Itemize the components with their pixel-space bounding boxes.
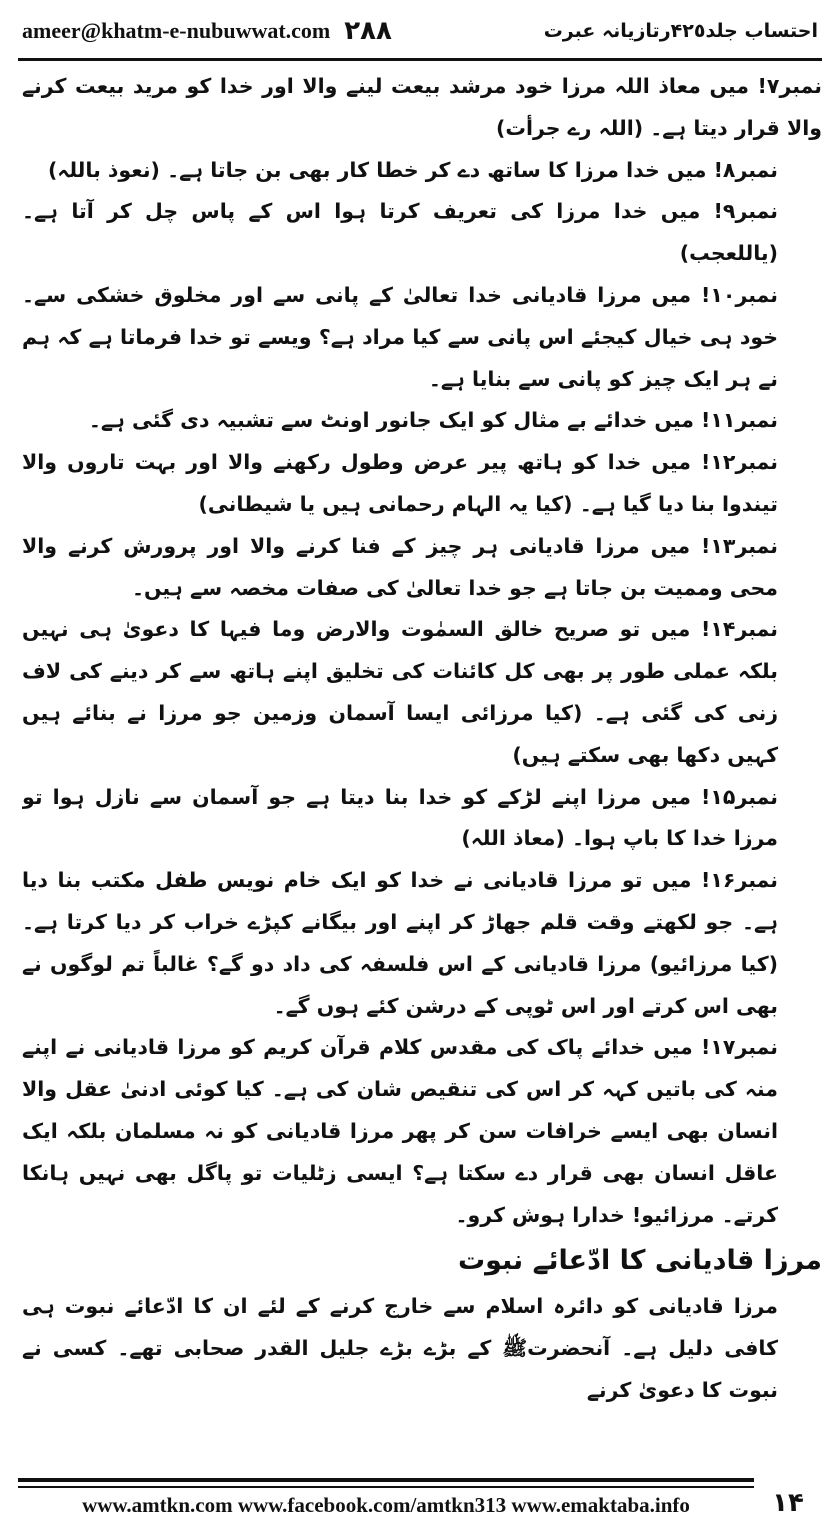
header-book-title: احتساب جلد۴۲٥رتازیانہ عبرت <box>543 20 818 42</box>
section-heading: مرزا قادیانی کا ادّعائے نبوت <box>457 1245 822 1277</box>
header-rule <box>18 58 822 61</box>
page-footer <box>18 1478 822 1522</box>
paragraph-16: نمبر۱۶! میں تو مرزا قادیانی نے خدا کو ایک خام نویس طفل مکتب بنا دیا ہے۔ جو لکھتے وقت قلم جھاڑ کر اپنے اور بیگانے کپڑے خراب کر دیا کرتا ہے۔ (کیا مرزائیو) مرزا قادیانی کے اس فلسفہ کی داد دو گے؟ غالباً تم لوگوں نے بھی اس کرتے اور اس ٹوپی کے درشن کئے ہوں گے۔ <box>22 868 778 1018</box>
paragraph-14: نمبر۱۴! میں تو صریح خالق السمٰوت والارض وما فیہا کا دعویٰ ہی نہیں بلکہ عملی طور پر بھی کل کائنات کی تخلیق اپنے ہاتھ سے کر دینے کی لاف زنی کی گئی ہے۔ (کیا مرزائی ایسا آسمان وزمین جو مرزا نے بنائے ہیں کہیں دکھا بھی سکتے ہیں) <box>22 617 778 767</box>
section-paragraph: مرزا قادیانی کو دائرہ اسلام سے خارج کرنے کے لئے ان کا ادّعائے نبوت ہی کافی دلیل ہے۔ آنحضرتﷺ کے بڑے بڑے جلیل القدر صحابی تھے۔ کسی نے نبوت کا دعویٰ کرنے <box>22 1294 778 1402</box>
page-header <box>22 8 818 54</box>
footer-bar <box>18 1478 754 1522</box>
paragraph-7: نمبر۷! میں معاذ اللہ مرزا خود مرشد بیعت لینے والا اور خدا کو مرید بیعت کرنے والا قرار دیتا ہے۔ (اللہ رے جرأت) <box>22 74 822 140</box>
paragraph-13: نمبر۱۳! میں مرزا قادیانی ہر چیز کے فنا کرنے والا اور پرورش کرنے والا محی وممیت بن جاتا ہے جو خدا تعالیٰ کی صفات مخصہ سے ہیں۔ <box>22 533 778 600</box>
header-email: ameer@khatm-e-nubuwwat.com <box>22 18 331 43</box>
paragraph-11: نمبر۱۱! میں خدائے بے مثال کو ایک جانور اونٹ سے تشبیہ دی گئی ہے۔ <box>88 408 778 433</box>
page-body <box>22 66 822 1466</box>
paragraph-12: نمبر۱۲! میں خدا کو ہاتھ پیر عرض وطول رکھنے والا اور بہت تاروں والا تیندوا بنا دیا گیا ہے۔ (کیا یہ الہام رحمانی ہیں یا شیطانی) <box>22 450 778 516</box>
paragraph-9: نمبر۹! میں خدا مرزا کی تعریف کرتا ہوا اس کے پاس چل کر آتا ہے۔ (یاللعجب) <box>22 199 778 266</box>
header-left <box>22 16 392 46</box>
footer-links: www.amtkn.com www.facebook.com/amtkn313 www.emaktaba.info <box>82 1492 690 1517</box>
paragraph-15: نمبر۱۵! میں مرزا اپنے لڑکے کو خدا بنا دیتا ہے جو آسمان سے نازل ہوا تو مرزا خدا کا باپ ہوا۔ (معاذ اللہ) <box>22 784 778 851</box>
footer-page-number: ۱۴ <box>772 1488 804 1518</box>
paragraph-17: نمبر۱۷! میں خدائے پاک کی مقدس کلام قرآن کریم کو مرزا قادیانی نے اپنے منہ کی باتیں کہہ کر اس کی تنقیص شان کی ہے۔ کیا کوئی ادنیٰ عقل والا انسان بھی ایسے خرافات سن کر پھر مرزا قادیانی کو نہ مسلمان بلکہ ایک عاقل انسان بھی قرار دے سکتا ہے؟ ایسی زٹلیات تو پاگل بھی نہیں ہانکا کرتے۔ مرزائیو! خدارا ہوش کرو۔ <box>22 1035 778 1227</box>
header-page-number: ٢٨٨ <box>344 16 392 46</box>
paragraph-8: نمبر۸! میں خدا مرزا کا ساتھ دے کر خطا کار بھی بن جاتا ہے۔ (نعوذ باللہ) <box>47 157 778 182</box>
paragraph-10: نمبر۱۰! میں مرزا قادیانی خدا تعالیٰ کے پانی سے اور مخلوق خشکی سے۔ خود ہی خیال کیجئے اس پانی سے کیا مراد ہے؟ ویسے تو خدا فرماتا ہے کہ ہم نے ہر ایک چیز کو پانی سے بنایا ہے۔ <box>22 282 778 391</box>
